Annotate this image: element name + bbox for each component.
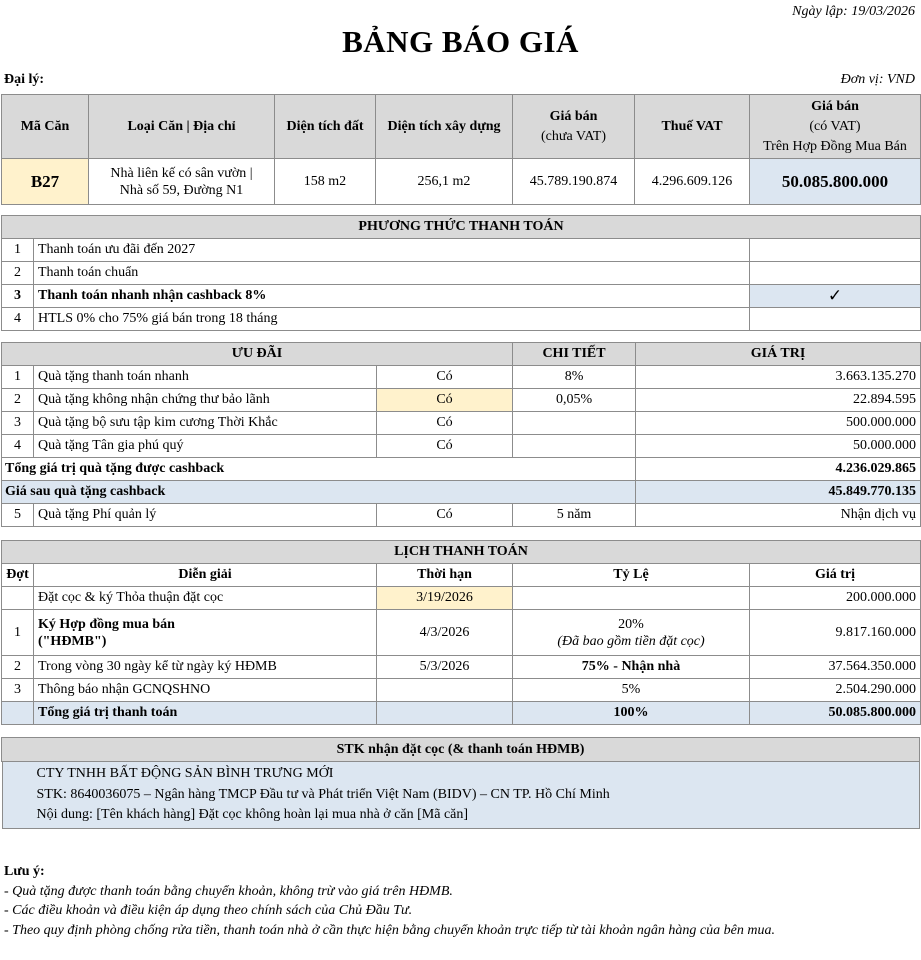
offer-row <box>2 504 921 527</box>
checkmark-icon[interactable]: ✓ <box>750 285 921 308</box>
offer-label: Quà tặng không nhận chứng thư bảo lãnh <box>34 389 377 412</box>
offer-no: 4 <box>2 435 34 458</box>
schedule-rate-line2: (Đã bao gồm tiền đặt cọc) <box>557 633 705 649</box>
offer-no: 3 <box>2 412 34 435</box>
unit-vat: 4.296.609.126 <box>635 159 750 205</box>
offer-flag[interactable]: Có <box>377 389 513 412</box>
rate-header: Tỷ Lệ <box>513 564 750 587</box>
schedule-total-row <box>2 702 921 725</box>
price-after-value: 45.849.770.135 <box>636 481 921 504</box>
desc-header: Diễn giải <box>34 564 377 587</box>
offer-row <box>2 412 921 435</box>
schedule-value: 37.564.350.000 <box>750 656 921 679</box>
schedule-desc: Đặt cọc & ký Thỏa thuận đặt cọc <box>34 587 377 610</box>
payment-method-row <box>2 262 921 285</box>
payment-method-mark[interactable] <box>750 308 921 331</box>
payment-method-no: 1 <box>2 239 34 262</box>
offer-no: 1 <box>2 366 34 389</box>
header-price-pre-vat-line1: Giá bán <box>549 108 598 124</box>
bank-company: CTY TNHH BẤT ĐỘNG SẢN BÌNH TRƯNG MỚI <box>36 766 334 781</box>
offer-detail: 0,05% <box>513 389 636 412</box>
schedule-total-rate: 100% <box>513 702 750 725</box>
header-build-area: Diện tích xây dựng <box>376 95 513 159</box>
offer-value: 22.894.595 <box>636 389 921 412</box>
schedule-row-deposit <box>2 587 921 610</box>
bank-info-table <box>1 737 920 829</box>
offer-flag: Có <box>377 435 513 458</box>
schedule-row <box>2 679 921 702</box>
unit-build-area: 256,1 m2 <box>376 159 513 205</box>
offer-flag: Có <box>377 366 513 389</box>
schedule-rate-line1: 20% <box>618 616 644 632</box>
offer-detail: 8% <box>513 366 636 389</box>
offers-total-row <box>2 458 921 481</box>
unit-land-area: 158 m2 <box>275 159 376 205</box>
unit-type-line2: Nhà số 59, Đường N1 <box>119 182 244 198</box>
value-header: GIÁ TRỊ <box>636 343 921 366</box>
payment-method-row <box>2 308 921 331</box>
payment-method-mark[interactable] <box>750 262 921 285</box>
note-line: - Các điều khoản và điều kiện áp dụng theo chính sách của Chủ Đầu Tư. <box>4 903 413 918</box>
schedule-desc <box>34 610 377 656</box>
offer-row <box>2 435 921 458</box>
schedule-due[interactable]: 3/19/2026 <box>377 587 513 610</box>
offer-flag: Có <box>377 412 513 435</box>
phase-no: 2 <box>2 656 34 679</box>
schedule-total-label: Tổng giá trị thanh toán <box>34 702 377 725</box>
bank-details <box>2 762 920 829</box>
schedule-value: 9.817.160.000 <box>750 610 921 656</box>
unit-type <box>89 159 275 205</box>
phase-no <box>2 587 34 610</box>
header-price-vat <box>750 95 921 159</box>
offers-total-label: Tổng giá trị quà tặng được cashback <box>2 458 636 481</box>
header-price-pre-vat-line2: (chưa VAT) <box>540 128 606 144</box>
schedule-due <box>377 702 513 725</box>
payment-schedule-table <box>1 540 921 725</box>
header-price-vat-line1: Giá bán <box>811 98 859 114</box>
schedule-desc: Trong vòng 30 ngày kể từ ngày ký HĐMB <box>34 656 377 679</box>
header-vat: Thuế VAT <box>635 95 750 159</box>
schedule-desc-line2: ("HĐMB") <box>38 633 107 649</box>
payment-method-no: 4 <box>2 308 34 331</box>
header-code: Mã Căn <box>2 95 89 159</box>
payment-method-mark[interactable] <box>750 239 921 262</box>
payment-method-no: 2 <box>2 262 34 285</box>
schedule-rate <box>513 587 750 610</box>
schedule-due: 5/3/2026 <box>377 656 513 679</box>
unit-code: B27 <box>2 159 89 205</box>
schedule-rate <box>513 610 750 656</box>
phase-no: 3 <box>2 679 34 702</box>
phase-no <box>2 702 34 725</box>
schedule-due: 4/3/2026 <box>377 610 513 656</box>
offer-flag: Có <box>377 504 513 527</box>
schedule-value: 200.000.000 <box>750 587 921 610</box>
payment-method-label: HTLS 0% cho 75% giá bán trong 18 tháng <box>34 308 750 331</box>
offer-row <box>2 389 921 412</box>
header-land-area: Diện tích đất <box>275 95 376 159</box>
header-type: Loại Căn | Địa chỉ <box>89 95 275 159</box>
schedule-desc: Thông báo nhận GCNQSHNO <box>34 679 377 702</box>
notes-section <box>4 862 775 940</box>
issue-date: Ngày lập: 19/03/2026 <box>792 4 915 19</box>
schedule-row <box>2 656 921 679</box>
price-after-row <box>2 481 921 504</box>
schedule-desc-line1: Ký Hợp đồng mua bán <box>38 616 175 632</box>
offer-no: 2 <box>2 389 34 412</box>
unit-price-pre-vat: 45.789.190.874 <box>513 159 635 205</box>
schedule-title: LỊCH THANH TOÁN <box>2 541 921 564</box>
phase-header: Đợt <box>2 564 34 587</box>
offers-header: ƯU ĐÃI <box>2 343 513 366</box>
offer-detail <box>513 412 636 435</box>
offers-table <box>1 342 921 527</box>
header-price-vat-line2: (có VAT) <box>809 118 861 134</box>
offer-label: Quà tặng bộ sưu tập kim cương Thời Khắc <box>34 412 377 435</box>
offer-detail <box>513 435 636 458</box>
payment-method-no: 3 <box>2 285 34 308</box>
offer-value: Nhận dịch vụ <box>636 504 921 527</box>
agent-label: Đại lý: <box>4 72 45 87</box>
unit-type-line1: Nhà liên kế có sân vườn | <box>110 165 253 181</box>
payment-method-title: PHƯƠNG THỨC THANH TOÁN <box>2 216 921 239</box>
schedule-total-value: 50.085.800.000 <box>750 702 921 725</box>
note-line: - Theo quy định phòng chống rửa tiền, thanh toán nhà ở cần thực hiện bằng chuyển khoản trực tiếp từ tài khoản ngân hàng của bên mua. <box>4 922 775 938</box>
schedule-rate: 75% - Nhận nhà <box>513 656 750 679</box>
offer-row <box>2 366 921 389</box>
unit-info-table <box>1 94 921 205</box>
payment-method-label: Thanh toán nhanh nhận cashback 8% <box>34 285 750 308</box>
offer-no: 5 <box>2 504 34 527</box>
schedule-row <box>2 610 921 656</box>
detail-header: CHI TIẾT <box>513 343 636 366</box>
header-price-vat-line3: Trên Hợp Đồng Mua Bán <box>763 138 907 154</box>
phase-no: 1 <box>2 610 34 656</box>
offer-value: 3.663.135.270 <box>636 366 921 389</box>
header-price-pre-vat <box>513 95 635 159</box>
offer-value: 50.000.000 <box>636 435 921 458</box>
payment-method-table <box>1 215 921 331</box>
payment-method-row <box>2 239 921 262</box>
payment-method-row-selected <box>2 285 921 308</box>
bank-account: STK: 8640036075 – Ngân hàng TMCP Đầu tư và Phát triển Việt Nam (BIDV) – CN TP. Hồ Chí Minh <box>36 786 610 802</box>
bank-title: STK nhận đặt cọc (& thanh toán HĐMB) <box>2 738 920 762</box>
payment-method-label: Thanh toán chuẩn <box>34 262 750 285</box>
offer-detail: 5 năm <box>513 504 636 527</box>
offer-value: 500.000.000 <box>636 412 921 435</box>
offer-label: Quà tặng Phí quản lý <box>34 504 377 527</box>
currency-unit: Đơn vị: VND <box>840 72 915 87</box>
bank-content: Nội dung: [Tên khách hàng] Đặt cọc không hoàn lại mua nhà ở căn [Mã căn] <box>36 807 469 822</box>
note-line: - Quà tặng được thanh toán bằng chuyển khoản, không trừ vào giá trên HĐMB. <box>4 883 453 899</box>
offers-total-value: 4.236.029.865 <box>636 458 921 481</box>
value-header: Giá trị <box>750 564 921 587</box>
price-after-label: Giá sau quà tặng cashback <box>2 481 636 504</box>
due-header: Thời hạn <box>377 564 513 587</box>
schedule-rate: 5% <box>513 679 750 702</box>
schedule-value: 2.504.290.000 <box>750 679 921 702</box>
schedule-due <box>377 679 513 702</box>
offer-label: Quà tặng Tân gia phú quý <box>34 435 377 458</box>
unit-price-vat: 50.085.800.000 <box>750 159 921 205</box>
notes-title: Lưu ý: <box>4 864 45 879</box>
payment-method-label: Thanh toán ưu đãi đến 2027 <box>34 239 750 262</box>
page-title: BẢNG BÁO GIÁ <box>342 24 579 59</box>
offer-label: Quà tặng thanh toán nhanh <box>34 366 377 389</box>
